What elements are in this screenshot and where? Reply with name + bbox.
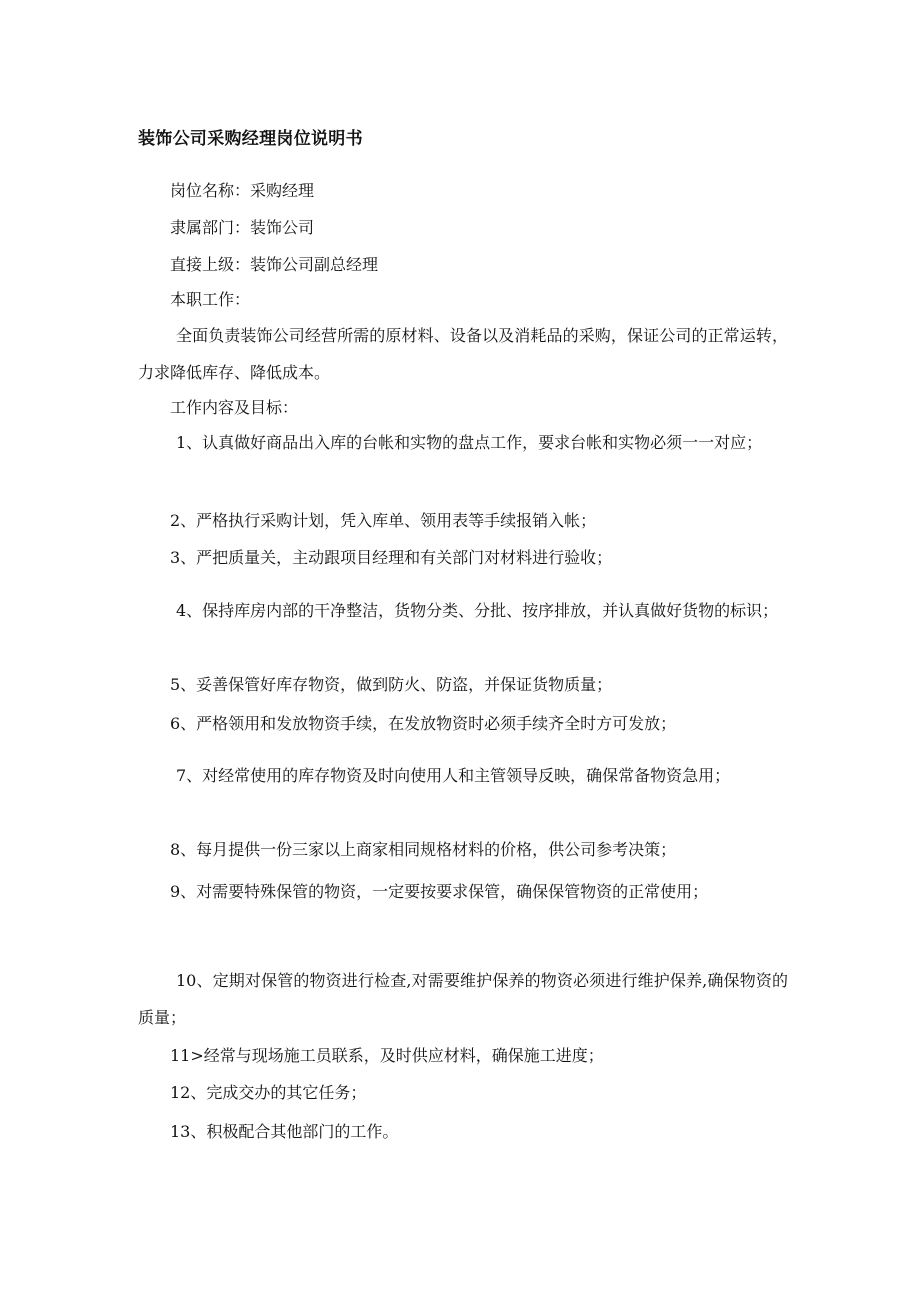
tasks-heading: 工作内容及目标： (170, 398, 299, 417)
task-item-3: 3、严把质量关，主动跟项目经理和有关部门对材料进行验收； (170, 548, 613, 567)
field-position: 岗位名称：采购经理 (170, 181, 315, 200)
task-item-9: 9、对需要特殊保管的物资，一定要按要求保管，确保保管物资的正常使用； (170, 882, 709, 901)
task-item-1: 1、认真做好商品出入库的台帐和实物的盘点工作，要求台帐和实物必须一一对应； (176, 433, 763, 452)
task-item-10: 10、定期对保管的物资进行检查,对需要维护保养的物资必须进行维护保养,确保物资的质量； (138, 971, 788, 1027)
task-item-2: 2、严格执行采购计划，凭入库单、领用表等手续报销入帐； (170, 511, 597, 530)
task-item-4: 4、保持库房内部的干净整洁，货物分类、分批、按序排放，并认真做好货物的标识； (176, 601, 779, 620)
field-department: 隶属部门：装饰公司 (170, 218, 315, 237)
document-title: 装饰公司采购经理岗位说明书 (138, 129, 363, 149)
task-item-6: 6、严格领用和发放物资手续，在发放物资时必须手续齐全时方可发放； (170, 714, 677, 733)
task-item-12: 12、完成交办的其它任务； (170, 1083, 367, 1102)
task-item-8: 8、每月提供一份三家以上商家相同规格材料的价格，供公司参考决策； (170, 840, 677, 859)
duty-heading: 本职工作： (170, 290, 251, 309)
duty-description: 全面负责装饰公司经营所需的原材料、设备以及消耗品的采购，保证公司的正常运转，力求降低库存、降低成本。 (138, 326, 788, 382)
task-item-5: 5、妥善保管好库存物资，做到防火、防盗，并保证货物质量； (170, 675, 613, 694)
field-supervisor: 直接上级：装饰公司副总经理 (170, 255, 379, 274)
task-item-11: 11>经常与现场施工员联系，及时供应材料，确保施工进度； (170, 1046, 604, 1065)
task-item-13: 13、积极配合其他部门的工作。 (170, 1122, 399, 1141)
task-item-7: 7、对经常使用的库存物资及时向使用人和主管领导反映，确保常备物资急用； (176, 766, 731, 785)
